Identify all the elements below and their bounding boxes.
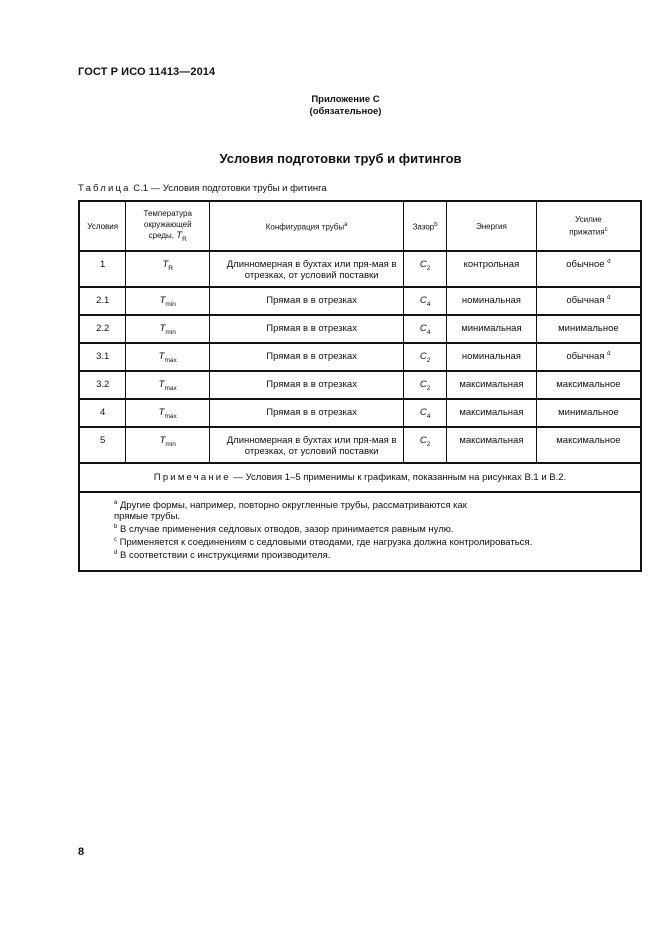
cell-configuration: Длинномерная в бухтах или пря-мая в отрезках, от условий поставки [210,251,404,287]
table-row [79,427,641,463]
table-row [79,399,641,427]
cell-energy: максимальная [447,371,537,399]
cell-gap: $C_4$ [404,315,447,343]
cell-force: обычная $^d$ [536,287,641,315]
header-gap: Зазор$^b$ [404,201,447,251]
annex-heading [0,94,661,118]
table-footnotes-row [79,492,641,571]
header-force: Усилие прижатия$^c$ [536,201,641,251]
cell-configuration: Прямая в в отрезках [210,371,404,399]
header-temperature: Температура окружающей среды, $T_R$ [126,201,210,251]
cell-configuration: Прямая в в отрезках [210,343,404,371]
header-configuration: Конфигурация трубы$^a$ [210,201,404,251]
cell-temperature: $T_R$ [126,251,210,287]
table-note: Примечание — Условия 1–5 применимы к графикам, показанным на рисунках В.1 и В.2. [79,463,641,492]
cell-temperature: $T_{min}$ [126,315,210,343]
cell-gap: $C_4$ [404,287,447,315]
cell-condition: 4 [79,399,126,427]
cell-condition: 3.2 [79,371,126,399]
annex-title: Приложение С [311,94,380,105]
cell-condition: 5 [79,427,126,463]
cell-temperature: $T_{min}$ [126,287,210,315]
cell-force: минимальное [536,399,641,427]
header-energy: Энергия [447,201,537,251]
cell-energy: максимальная [447,427,537,463]
cell-energy: минимальная [447,315,537,343]
table-row [79,287,641,315]
cell-energy: номинальная [447,343,537,371]
footnote-item: $^d$ В соответствии с инструкциями производителя. [114,550,331,562]
cell-condition: 3.1 [79,343,126,371]
table-row [79,343,641,371]
conditions-table [78,200,642,572]
cell-energy: максимальная [447,399,537,427]
cell-force: минимальное [536,315,641,343]
cell-condition: 2.1 [79,287,126,315]
page-number: 8 [78,846,85,858]
cell-temperature: $T_{min}$ [126,427,210,463]
page-title: Условия подготовки труб и фитингов [219,151,462,166]
cell-force: обычное $^d$ [536,251,641,287]
table-caption [78,183,327,194]
header-conditions: Условия [79,201,126,251]
footnote-item: $^a$ Другие формы, например, повторно округленные трубы, рассматриваются как прямые трубы. [114,500,467,523]
cell-force: максимальное [536,427,641,463]
cell-temperature: $T_{max}$ [126,343,210,371]
cell-condition: 2.2 [79,315,126,343]
footnote-item: $^c$ Применяется к соединениям с седловыми отводами, где нагрузка должна контролироваться. [114,537,533,549]
table-footnotes [79,492,641,571]
table-row [79,371,641,399]
cell-temperature: $T_{max}$ [126,371,210,399]
cell-energy: контрольная [447,251,537,287]
cell-force: обычная $^d$ [536,343,641,371]
cell-gap: $C_4$ [404,399,447,427]
cell-condition: 1 [79,251,126,287]
table-note-row [79,463,641,492]
table-header-row [79,201,641,251]
table-row [79,315,641,343]
cell-energy: номинальная [447,287,537,315]
cell-configuration: Прямая в в отрезках [210,315,404,343]
cell-force: максимальное [536,371,641,399]
cell-gap: $C_2$ [404,251,447,287]
cell-gap: $C_2$ [404,427,447,463]
cell-configuration: Прямая в в отрезках [210,399,404,427]
table-caption-prefix: Таблица [78,183,131,194]
cell-configuration: Прямая в в отрезках [210,287,404,315]
annex-status: (обязательное) [309,106,382,117]
cell-gap: $C_2$ [404,371,447,399]
cell-gap: $C_2$ [404,343,447,371]
table-row [79,251,641,287]
cell-configuration: Длинномерная в бухтах или пря-мая в отрезках, от условий поставки [210,427,404,463]
document-header: ГОСТ Р ИСО 11413—2014 [78,66,216,78]
footnote-item: $^b$ В случае применения седловых отводов, зазор принимается равным нулю. [114,524,454,536]
cell-temperature: $T_{max}$ [126,399,210,427]
table-caption-text: С.1 — Условия подготовки трубы и фитинга [133,183,327,194]
